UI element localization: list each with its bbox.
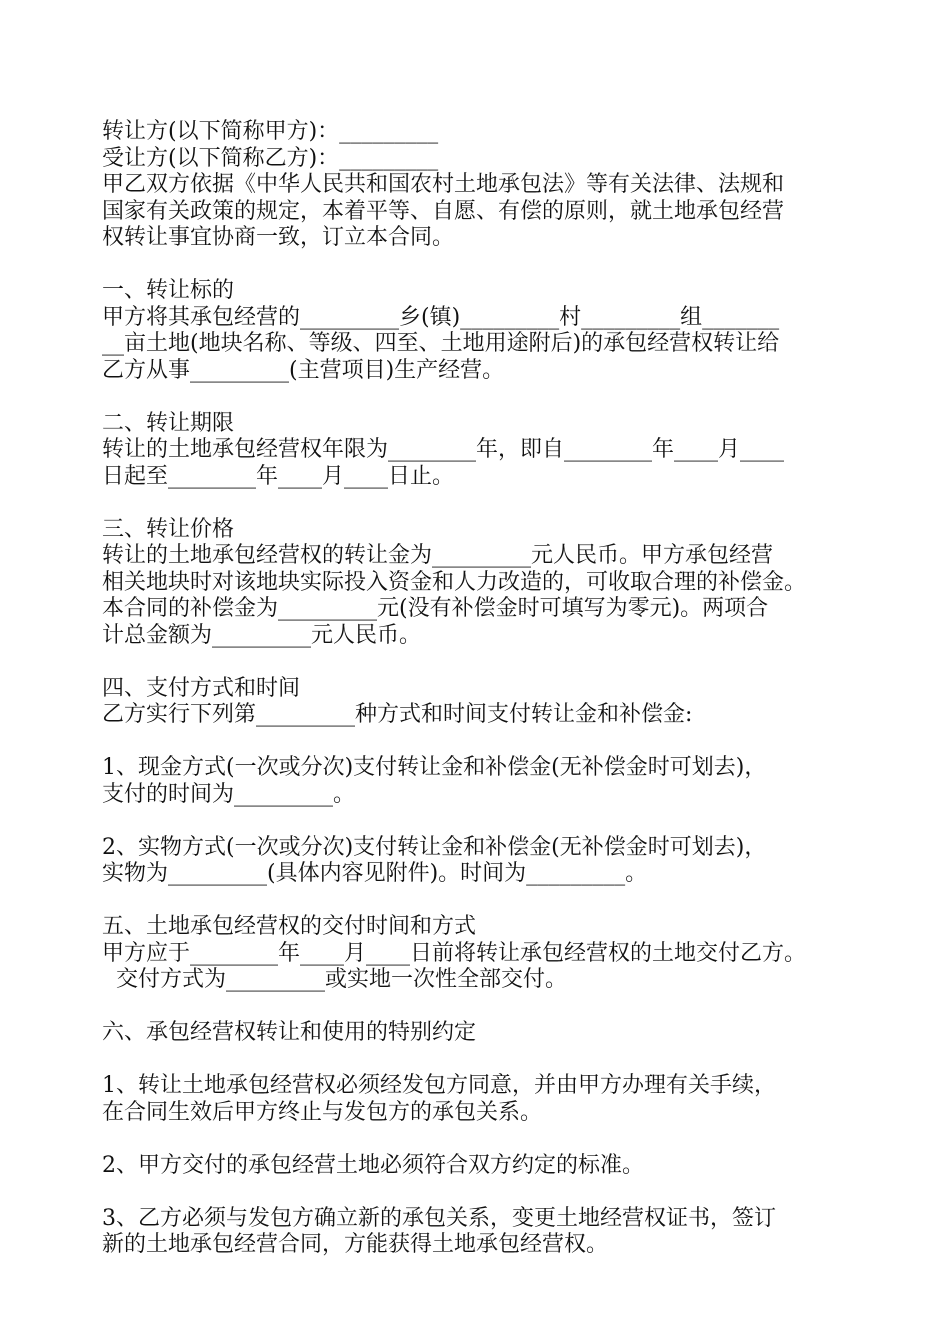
clause-text-line: 实物为_________(具体内容见附件)。时间为_________。 xyxy=(102,861,648,886)
section-text-line: 本合同的补偿金为_________元(没有补偿金时可填写为零元)。两项合 xyxy=(102,596,769,621)
clause-text-line: 在合同生效后甲方终止与发包方的承包关系。 xyxy=(102,1099,543,1125)
clause-text-line: 1、现金方式(一次或分次)支付转让金和补偿金(无补偿金时可划去)， xyxy=(102,755,767,780)
section-payment-method xyxy=(102,676,862,729)
paragraph-gap xyxy=(102,994,862,1021)
intro-text-line: 权转让事宜协商一致，订立本合同。 xyxy=(102,225,455,250)
transferor-line: 转让方(以下简称甲方)：_________ xyxy=(102,119,439,144)
section-heading: 六、承包经营权转让和使用的特别约定 xyxy=(102,1020,477,1045)
section-text-line: 甲方应于________年____月____日前将转让承包经营权的土地交付乙方。 xyxy=(102,940,807,966)
section-text-line: 甲方将其承包经营的_________乡(镇)_________村_________组_______ xyxy=(102,304,780,330)
section-heading: 二、转让期限 xyxy=(102,410,235,436)
clause-text-line: 2、实物方式(一次或分次)支付转让金和补偿金(无补偿金时可划去)， xyxy=(102,834,767,860)
paragraph-gap xyxy=(102,729,862,756)
section-text-line: 转让的土地承包经营权的转让金为_________元人民币。甲方承包经营 xyxy=(102,543,774,568)
payment-option-cash xyxy=(102,755,862,808)
section-heading: 一、转让标的 xyxy=(102,278,235,303)
clause-text-line: 支付的时间为_________。 xyxy=(102,781,356,807)
paragraph-gap xyxy=(102,1179,862,1206)
payment-option-in-kind xyxy=(102,835,862,888)
paragraph-gap xyxy=(102,888,862,915)
special-term-3 xyxy=(102,1206,862,1259)
clause-text-line: 3、乙方必须与发包方确立新的承包关系，变更土地经营权证书，签订 xyxy=(102,1205,776,1231)
paragraph-gap xyxy=(102,1126,862,1153)
section-text-line: 相关地块时对该地块实际投入资金和人力改造的，可收取合理的补偿金。 xyxy=(102,569,807,595)
special-term-2 xyxy=(102,1153,862,1180)
special-term-1 xyxy=(102,1073,862,1126)
section-transfer-period xyxy=(102,411,862,491)
transferee-line: 受让方(以下简称乙方)：_________ xyxy=(102,145,439,171)
section-text-line: 乙方实行下列第_________种方式和时间支付转让金和补偿金: xyxy=(102,702,693,727)
section-text-line: 乙方从事_________(主营项目)生产经营。 xyxy=(102,357,505,383)
section-heading: 三、转让价格 xyxy=(102,516,235,542)
intro-text-line: 国家有关政策的规定，本着平等、自愿、有偿的原则，就土地承包经营 xyxy=(102,198,785,224)
section-special-terms xyxy=(102,1020,862,1047)
section-text-line: __亩土地(地块名称、等级、四至、土地用途附后)的承包经营权转让给 xyxy=(102,331,780,356)
section-text-line: 交付方式为_________或实地一次性全部交付。 xyxy=(102,967,567,992)
clause-text-line: 新的土地承包经营合同，方能获得土地承包经营权。 xyxy=(102,1232,609,1257)
section-text-line: 转让的土地承包经营权年限为________年，即自________年____月____ xyxy=(102,437,785,462)
section-transfer-price xyxy=(102,517,862,650)
section-heading: 五、土地承包经营权的交付时间和方式 xyxy=(102,914,477,939)
section-transfer-object xyxy=(102,278,862,384)
section-delivery xyxy=(102,914,862,994)
intro-text-line: 甲乙双方依据《中华人民共和国农村土地承包法》等有关法律、法规和 xyxy=(102,172,785,197)
section-text-line: 日起至________年____月____日止。 xyxy=(102,463,455,489)
contract-intro xyxy=(102,119,862,252)
section-text-line: 计总金额为_________元人民币。 xyxy=(102,622,422,648)
paragraph-gap xyxy=(102,384,862,411)
paragraph-gap xyxy=(102,1047,862,1074)
paragraph-gap xyxy=(102,490,862,517)
contract-document xyxy=(102,119,862,1259)
section-heading: 四、支付方式和时间 xyxy=(102,675,301,701)
clause-text-line: 2、甲方交付的承包经营土地必须符合双方约定的标准。 xyxy=(102,1152,644,1178)
clause-text-line: 1、转让土地承包经营权必须经发包方同意，并由甲方办理有关手续， xyxy=(102,1073,776,1098)
paragraph-gap xyxy=(102,649,862,676)
paragraph-gap xyxy=(102,808,862,835)
paragraph-gap xyxy=(102,252,862,279)
